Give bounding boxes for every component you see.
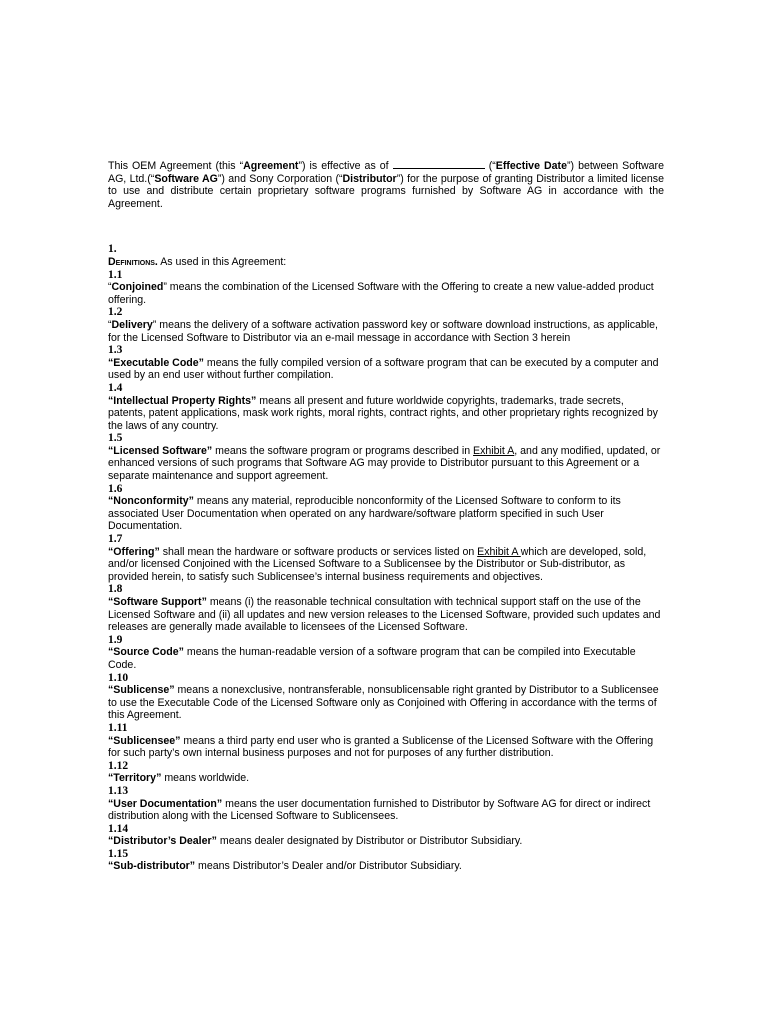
definition-body: means Distributor’s Dealer and/or Distributor Subsidiary. <box>195 860 462 873</box>
definition-1-2 <box>108 306 664 344</box>
exhibit-a-reference: Exhibit A <box>473 444 515 457</box>
definition-body: means a nonexclusive, nontransferable, nonsublicensable right granted by Distributor to a Sublicensee to use the Executable Code of the Licensed Software only as Conjoined with Offering in accordance with the terms of this Agreement. <box>108 684 659 722</box>
quote-mark: ” <box>152 318 157 331</box>
exhibit-a-reference: Exhibit A <box>477 545 521 558</box>
definition-text <box>108 319 664 344</box>
section-number: 1. <box>108 243 117 256</box>
definition-body: which are developed, sold, and/or licensed Conjoined with the Licensed Software to a Sublicensee by the Distributor or Sub-distributor, as provided herein, to satisfy such Sublicensee’s internal business requirements and objectives. <box>108 545 647 583</box>
definition-body: means the delivery of a software activation password key or software download instructions, as applicable, for the Licensed Software to Distributor via an e-mail message in accordance with Section 3 herein <box>108 318 658 344</box>
defined-term: “Sub-distributor” <box>108 860 196 873</box>
definition-1-12 <box>108 760 664 785</box>
definition-number: 1.15 <box>108 847 129 860</box>
definition-text <box>108 445 664 483</box>
definition-number: 1.4 <box>108 381 123 394</box>
definition-body: means the user documentation furnished to Distributor by Software AG for direct or indirect distribution along with the Licensed Software to Sublicensees. <box>108 797 651 823</box>
definition-text <box>108 798 664 823</box>
definition-body: means all present and future worldwide copyrights, trademarks, trade secrets, patents, patent applications, mask work rights, moral rights, contract rights, and other proprietary rights recognized by the laws of any country. <box>108 394 658 432</box>
defined-term: “Executable Code” <box>108 356 204 369</box>
defined-term: “Offering” <box>108 545 160 558</box>
intro-text: This OEM Agreement (this “ <box>108 160 244 172</box>
definition-body: means a third party end user who is granted a Sublicense of the Licensed Software with the Offering for such party’s own internal business purposes and not for purposes of any further distribution. <box>108 734 654 760</box>
quote-mark: “ <box>108 281 112 294</box>
definition-1-13 <box>108 785 664 823</box>
definition-text <box>108 281 664 306</box>
effective-date-term: Effective Date <box>495 160 567 172</box>
defined-term: “Sublicensee” <box>108 734 181 747</box>
definition-body: , and any modified, updated, or enhanced versions of such programs that Software AG may provide to Distributor pursuant to this Agreement or a separate maintenance and support agreement. <box>108 444 661 483</box>
definition-text <box>108 860 664 873</box>
definition-1-10 <box>108 672 664 722</box>
definition-number: 1.8 <box>108 583 123 596</box>
intro-paragraph <box>108 159 664 210</box>
defined-term: “Intellectual Property Rights” <box>108 394 257 407</box>
defined-term: “User Documentation” <box>108 797 223 810</box>
section-lead: As used in this Agreement: <box>157 255 287 268</box>
definition-body: means the fully compiled version of a software program that can be executed by a computer and used by an end user without further compilation. <box>108 356 659 382</box>
effective-date-blank <box>393 159 485 169</box>
definition-text <box>108 395 664 433</box>
defined-term: Conjoined <box>111 281 164 294</box>
definition-1-8 <box>108 583 664 633</box>
defined-term: “Software Support” <box>108 596 207 608</box>
definition-body: means dealer designated by Distributor or Distributor Subsidiary. <box>216 835 523 848</box>
definition-text <box>108 596 664 634</box>
definition-1-9 <box>108 634 664 672</box>
definition-body: means (i) the reasonable technical consultation with technical support staff on the use of the Licensed Software and (ii) all updates and new version releases to the Licensed Software, provided such updates and releases are generally made available to licensees of the Licensed Software. <box>108 596 661 634</box>
section-title: Definitions. <box>108 255 158 268</box>
definition-body: means the human-readable version of a software program that can be compiled into Executable Code. <box>108 646 636 671</box>
definition-body: means worldwide. <box>161 772 250 785</box>
intro-text: ”) is effective as of <box>298 160 393 172</box>
defined-term: Delivery <box>111 318 153 331</box>
defined-term: “Nonconformity” <box>108 495 194 508</box>
quote-mark: ” <box>163 281 167 294</box>
definition-number: 1.6 <box>108 482 123 495</box>
definition-text <box>108 495 664 533</box>
definition-1-15 <box>108 848 664 873</box>
definition-1-11 <box>108 722 664 760</box>
definition-number: 1.7 <box>108 533 123 546</box>
definition-1-5 <box>108 432 664 482</box>
agreement-body <box>108 159 664 873</box>
definition-1-1 <box>108 269 664 307</box>
definition-number: 1.5 <box>108 432 123 445</box>
definition-text <box>108 684 664 722</box>
definition-text <box>108 735 664 760</box>
definition-text <box>108 835 664 848</box>
definition-number: 1.3 <box>108 344 123 357</box>
definition-number: 1.10 <box>108 671 129 684</box>
agreement-term: Agreement <box>243 160 299 172</box>
definition-text <box>108 772 664 785</box>
definition-number: 1.2 <box>108 306 123 319</box>
software-ag-term: Software AG <box>154 172 218 185</box>
definition-1-14 <box>108 823 664 848</box>
definition-number: 1.14 <box>108 822 129 835</box>
definition-number: 1.9 <box>108 633 123 646</box>
definition-text <box>108 357 664 382</box>
intro-text: ”) between Software AG, Ltd.(“ <box>108 160 664 185</box>
definition-number: 1.12 <box>108 759 129 772</box>
definition-body: means the combination of the Licensed Software with the Offering to create a new value-added product offering. <box>108 281 654 306</box>
intro-text: ”) and Sony Corporation (“ <box>217 172 343 185</box>
intro-text: ”) for the purpose of granting Distributor a limited license to use and distribute certain proprietary software programs furnished by Software AG in accordance with the Agreement. <box>108 172 665 210</box>
defined-term: “Territory” <box>108 772 162 785</box>
defined-term: “Source Code” <box>108 646 184 659</box>
section-heading <box>108 256 664 269</box>
definition-number: 1.11 <box>108 721 128 734</box>
definition-number: 1.13 <box>108 784 129 797</box>
definition-body: means any material, reproducible nonconformity of the Licensed Software to conform to its associated User Documentation when operated on any hardware/software platform specified in such User Documentation. <box>108 495 621 533</box>
definition-text <box>108 546 664 584</box>
distributor-term: Distributor <box>342 172 397 185</box>
definition-1-4 <box>108 382 664 432</box>
definition-1-3 <box>108 344 664 382</box>
definition-1-6 <box>108 483 664 533</box>
definition-body: shall mean the hardware or software products or services listed on <box>159 545 478 558</box>
defined-term: “Distributor’s Dealer” <box>108 835 217 848</box>
definition-body: means the software program or programs described in <box>212 444 474 457</box>
defined-term: “Sublicense” <box>108 684 175 697</box>
defined-term: “Licensed Software” <box>108 444 213 457</box>
intro-text: (“ <box>484 160 496 172</box>
definition-number: 1.1 <box>108 268 123 281</box>
definition-text <box>108 646 664 671</box>
quote-mark: “ <box>108 318 112 331</box>
definition-1-7 <box>108 533 664 583</box>
